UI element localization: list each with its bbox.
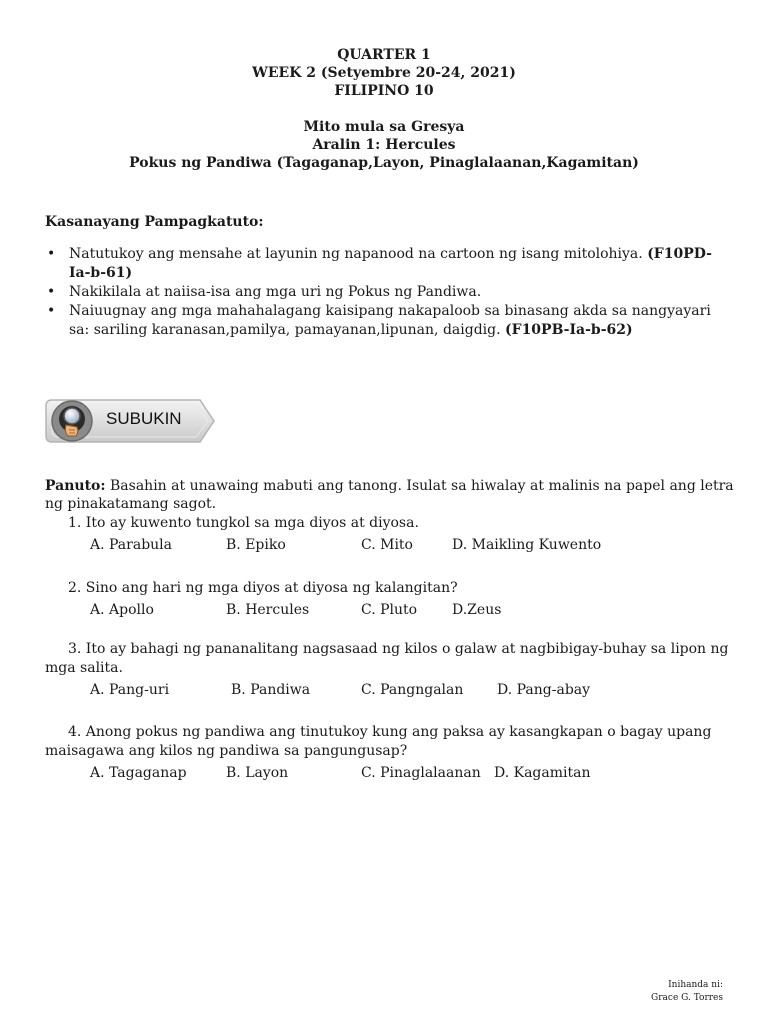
question-text: 4. Anong pokus ng pandiwa ang tinutukoy kung ang paksa ay kasangkapan o bagay upang maisagawa ang kilos ng pandiwa sa pangungusap? xyxy=(45,724,712,759)
choice-c: C. Mito xyxy=(361,537,413,553)
bullet-icon: • xyxy=(47,284,56,300)
question-4 xyxy=(45,723,735,784)
prepared-label: Inihanda ni: xyxy=(668,980,723,990)
magnifier-hand-icon xyxy=(52,401,92,441)
subukin-banner xyxy=(42,392,217,450)
competency-text: Naiuugnay ang mga mahahalagang kaisipang nakapaloob sa binasang akda sa nangyayari sa: sariling karanasan,pamilya, pamayanan,lipunan, daigdig. xyxy=(69,303,711,338)
question-1 xyxy=(45,514,735,556)
instructions-label: Panuto: xyxy=(45,478,106,494)
author-name: Grace G. Torres xyxy=(651,993,723,1003)
competency-text: Natutukoy ang mensahe at layunin ng napanood na cartoon ng isang mitolohiya. xyxy=(69,246,643,262)
choice-a: A. Apollo xyxy=(90,602,154,618)
choice-d: D.Zeus xyxy=(452,602,502,618)
choices xyxy=(45,681,735,701)
subukin-label: SUBUKIN xyxy=(106,409,182,428)
question-text: 1. Ito ay kuwento tungkol sa mga diyos at diyosa. xyxy=(68,515,419,531)
title: Mito mula sa Gresya xyxy=(303,119,465,135)
subject-label: FILIPINO 10 xyxy=(334,83,434,99)
choices xyxy=(45,764,735,784)
question-text: 3. Ito ay bahagi ng pananalitang nagsasaad ng kilos o galaw at nagbibigay-buhay sa lipon ng mga salita. xyxy=(45,641,729,676)
prepared-by xyxy=(651,979,723,1005)
topic-label: Pokus ng Pandiwa (Tagaganap,Layon, Pinaglalaanan,Kagamitan) xyxy=(129,155,639,171)
choices xyxy=(45,536,735,556)
instructions-text: Basahin at unawaing mabuti ang tanong. Isulat sa hiwalay at malinis na papel ang letra ng pinakatamang sagot. xyxy=(45,478,734,512)
choices xyxy=(45,601,735,621)
choice-b: B. Epiko xyxy=(226,537,286,553)
question-text: 2. Sino ang hari ng mga diyos at diyosa ng kalangitan? xyxy=(68,580,458,596)
choice-b: B. Pandiwa xyxy=(231,682,311,698)
choice-d: D. Pang-abay xyxy=(497,682,591,698)
competencies-list xyxy=(45,245,725,340)
choice-c: C. Pangngalan xyxy=(361,682,464,698)
question-2 xyxy=(45,579,735,621)
choice-c: C. Pluto xyxy=(361,602,418,618)
competencies-heading: Kasanayang Pampagkatuto: xyxy=(45,214,264,230)
choice-d: D. Kagamitan xyxy=(494,765,591,781)
competency-text: Nakikilala at naiisa-isa ang mga uri ng Pokus ng Pandiwa. xyxy=(69,284,482,300)
competency-code: (F10PD-Ia-b-61) xyxy=(69,246,712,281)
bullet-icon: • xyxy=(47,303,56,319)
choice-b: B. Layon xyxy=(226,765,289,781)
choice-a: A. Pang-uri xyxy=(90,682,170,698)
list-item xyxy=(45,302,725,340)
list-item xyxy=(45,245,725,283)
choice-c: C. Pinaglalaanan xyxy=(361,765,481,781)
choice-a: A. Tagaganap xyxy=(90,765,187,781)
list-item xyxy=(45,283,725,302)
week-label: WEEK 2 (Setyembre 20-24, 2021) xyxy=(252,65,516,81)
quarter-label: QUARTER 1 xyxy=(337,47,431,63)
competency-code: (F10PB-Ia-b-62) xyxy=(505,322,633,338)
choice-d: D. Maikling Kuwento xyxy=(452,537,602,553)
document-header xyxy=(0,46,768,172)
choice-a: A. Parabula xyxy=(90,537,172,553)
lesson-label: Aralin 1: Hercules xyxy=(312,137,456,153)
choice-b: B. Hercules xyxy=(226,602,310,618)
bullet-icon: • xyxy=(47,246,56,262)
instructions xyxy=(45,477,735,513)
question-3 xyxy=(45,640,735,701)
